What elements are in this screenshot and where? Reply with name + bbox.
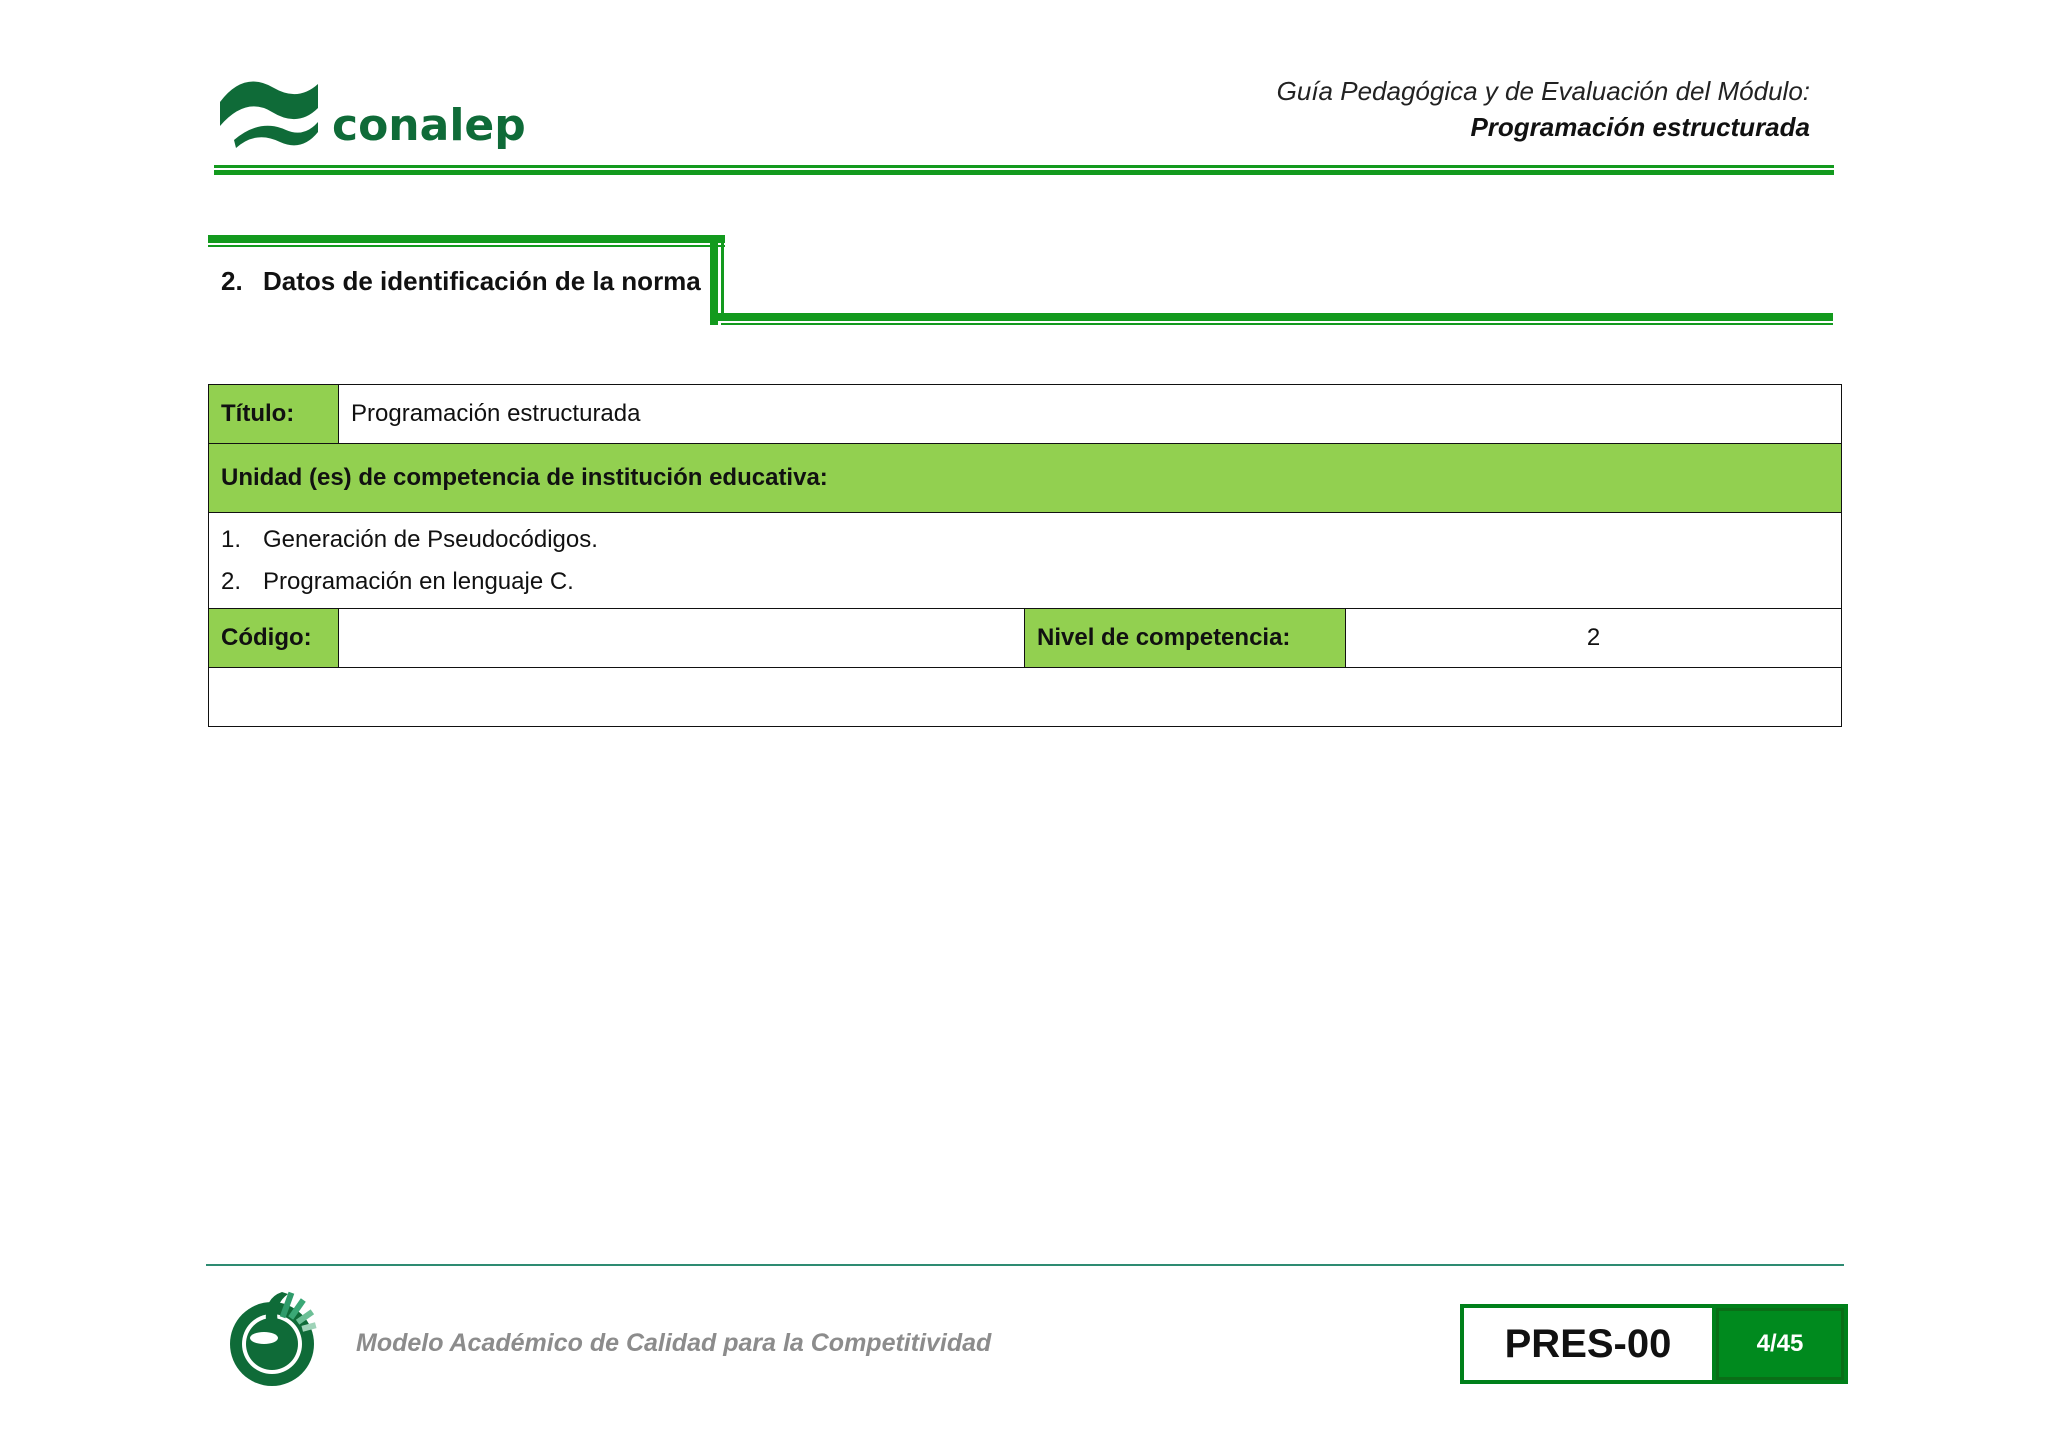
norm-identification-table — [208, 384, 1842, 727]
codigo-value — [339, 609, 1025, 668]
table-row — [209, 444, 1842, 513]
codigo-label: Código: — [209, 609, 339, 668]
unidades-label: Unidad (es) de competencia de institución educativa: — [209, 444, 1842, 513]
model-tagline: Modelo Académico de Calidad para la Competitividad — [356, 1329, 992, 1357]
logo-wordmark: conalep — [332, 100, 526, 151]
titulo-value: Programación estructurada — [339, 385, 1842, 444]
unidades-list — [209, 513, 1842, 609]
conalep-logo — [214, 70, 526, 160]
header-divider — [214, 165, 1834, 175]
conalep-emblem-icon — [214, 70, 324, 150]
page-number: 4/45 — [1712, 1304, 1848, 1384]
guide-title: Guía Pedagógica y de Evaluación del Módulo: — [1276, 76, 1810, 106]
nivel-value: 2 — [1346, 609, 1842, 668]
empty-cell — [209, 668, 1842, 727]
list-item: 2. Programación en lenguaje C. — [221, 567, 574, 595]
module-name: Programación estructurada — [1470, 112, 1810, 142]
footer-divider — [206, 1264, 1844, 1266]
table-row — [209, 668, 1842, 727]
list-item: 1. Generación de Pseudocódigos. — [221, 525, 598, 553]
section-title-text: Datos de identificación de la norma — [263, 266, 701, 296]
table-row — [209, 513, 1842, 609]
section-number: 2. — [221, 266, 243, 296]
titulo-label: Título: — [209, 385, 339, 444]
table-row — [209, 385, 1842, 444]
modelo-academico-seal-icon — [222, 1282, 328, 1388]
nivel-label: Nivel de competencia: — [1025, 609, 1346, 668]
table-row — [209, 609, 1842, 668]
section-title — [221, 266, 701, 297]
document-code: PRES-00 — [1460, 1304, 1716, 1384]
